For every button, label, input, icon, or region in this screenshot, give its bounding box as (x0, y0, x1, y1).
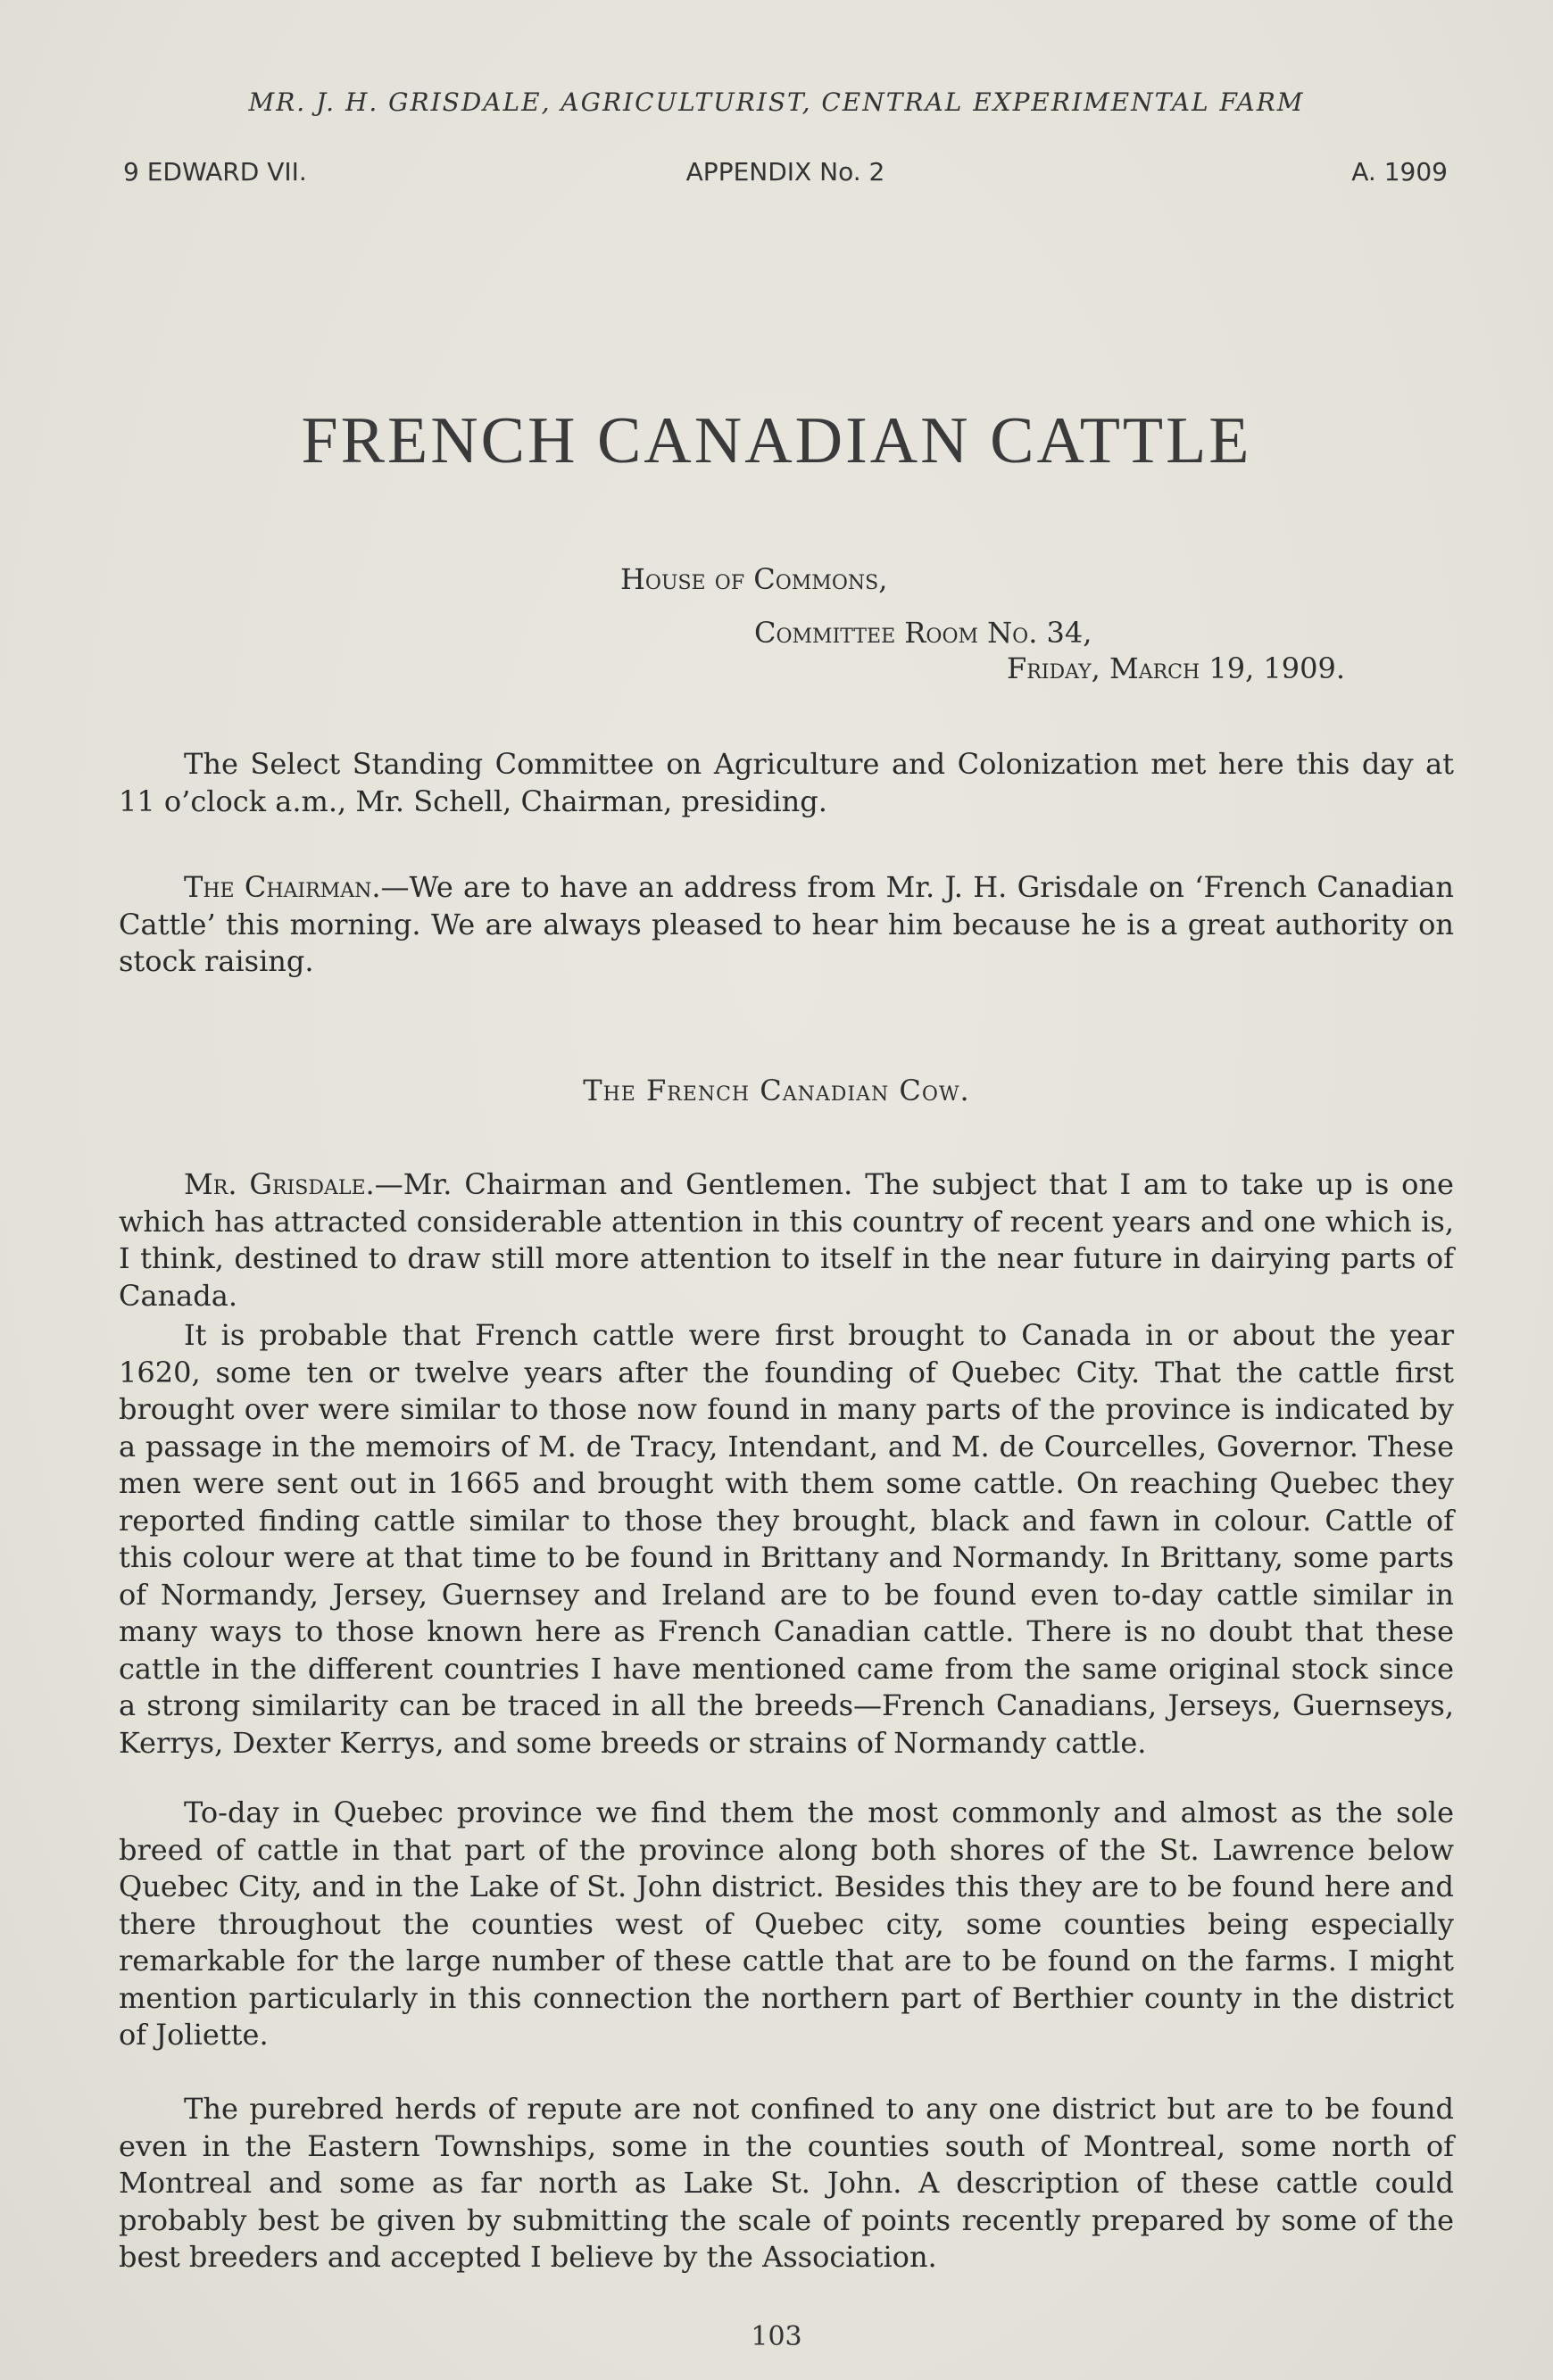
speaker-grisdale: Mr. Grisdale. (184, 1167, 375, 1201)
header-left: 9 EDWARD VII. (123, 157, 307, 187)
paragraph-meeting-note: The Select Standing Committee on Agriculture and Colonization met here this day at 11 o’clock a.m., Mr. Schell, Chairman, presiding. (119, 747, 1454, 818)
header-right: A. 1909 (1351, 157, 1448, 187)
paragraph-purebred-herds: The purebred herds of repute are not confined to any one district but are to be found even in the Eastern Townships, some in the counties south of Montreal, some north of Montreal and some as far north as Lake St. John. A description of these cattle could probably best be given by submitting the scale of points recently prepared by some of the best breeders and accepted I believe by the Association. (119, 2092, 1454, 2274)
address-line-1: House of Commons, (620, 562, 888, 596)
header-center: APPENDIX No. 2 (685, 157, 885, 187)
paragraph-history: It is probable that French cattle were first brought to Canada in or about the year 1620, some ten or twelve years after the founding of Quebec City. That the cattle first brought over were similar to those now found in many parts of the province is indicated by a passage in the memoirs of M. de Tracy, Intendant, and M. de Courcelles, Governor. These men were sent out in 1665 and brought with them some cattle. On reaching Quebec they reported finding cattle similar to those they brought, black and fawn in colour. Cattle of this colour were at that time to be found in Brittany and Normandy. In Brittany, some parts of Normandy, Jersey, Guernsey and Ireland are to be found even to-day cattle similar in many ways to those known here as French Canadian cattle. There is no doubt that these cattle in the different countries I have mentioned came from the same original stock since a strong similarity can be traced in all the breeds—French Canadians, Jerseys, Guernseys, Kerrys, Dexter Kerrys, and some breeds or strains of Normandy cattle. (119, 1318, 1454, 1760)
paragraph-grisdale-intro-text: —Mr. Chairman and Gentlemen. The subject that I am to take up is one which has attracted considerable attention in this country of recent years and one which is, I think, destined to draw still more attention to itself in the near future in dairying parts of Canada. (119, 1167, 1454, 1313)
paragraph-distribution: To-day in Quebec province we find them the most commonly and almost as the sole breed of cattle in that part of the province along both shores of the St. Lawrence below Quebec City, and in the Lake of St. John district. Besides this they are to be found here and there throughout the counties west of Quebec city, some counties being especially remarkable for the large number of these cattle that are to be found on the farms. I might mention particularly in this connection the northern part of Berthier county in the district of Joliette. (119, 1795, 1454, 2052)
section-heading: The French Canadian Cow. (583, 1074, 970, 1107)
speaker-chairman: The Chairman. (184, 870, 381, 904)
address-line-2: Committee Room No. 34, (754, 616, 1092, 650)
page-header (123, 157, 1448, 193)
page-number: 103 (751, 2321, 802, 2352)
document-title: FRENCH CANADIAN CATTLE (301, 404, 1252, 477)
paragraph-grisdale-intro (119, 1166, 1454, 1314)
running-head: MR. J. H. GRISDALE, AGRICULTURIST, CENTRAL EXPERIMENTAL FARM (248, 87, 1305, 117)
paragraph-chairman (119, 869, 1454, 981)
paragraph-chairman-text: —We are to have an address from Mr. J. H. Grisdale on ‘French Canadian Cattle’ this morning. We are always pleased to hear him because he is a great authority on stock raising. (119, 870, 1454, 978)
address-line-3: Friday, March 19, 1909. (1007, 651, 1346, 685)
